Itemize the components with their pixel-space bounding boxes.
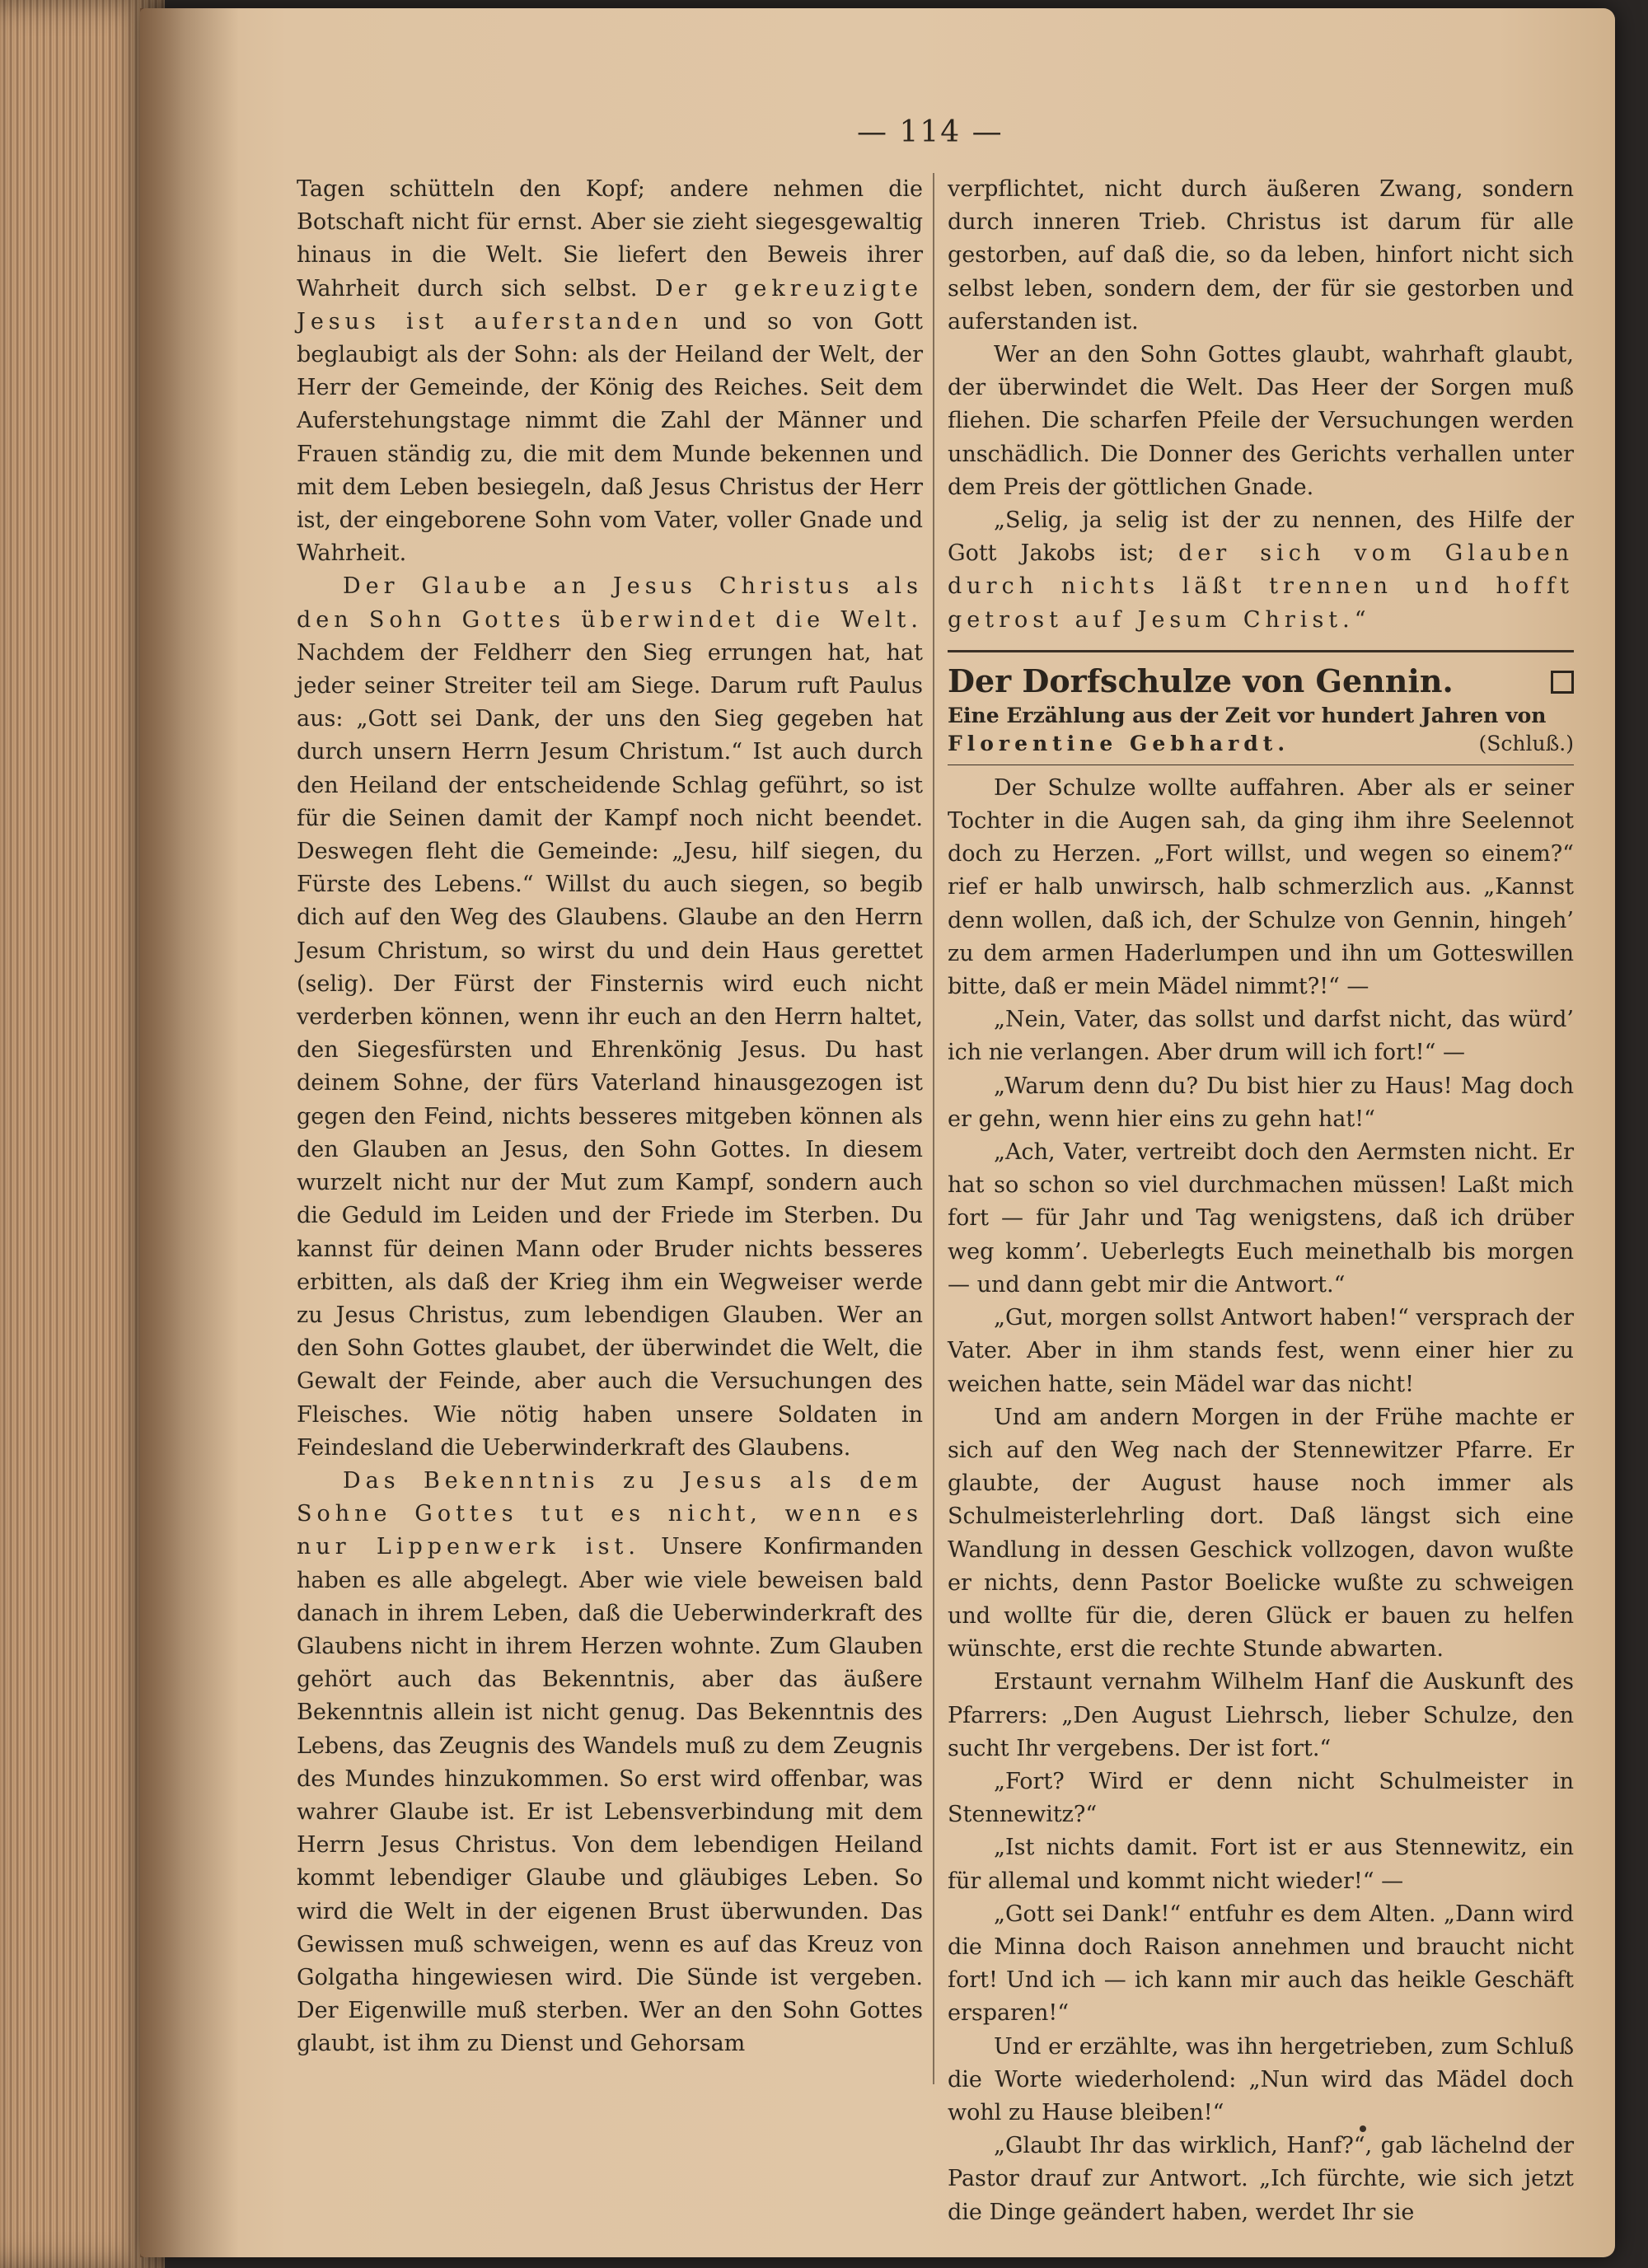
paragraph: „Selig, ja selig ist der zu nennen, des Hilfe der Gott Jakobs ist; der sich vom Glauben durch nichts läßt trennen und hofft getrost auf Jesum Christ.“ <box>948 507 1575 633</box>
emphasis-spaced: Der gekreuzigte Jesus ist auferstanden <box>297 275 923 334</box>
paragraph: Wer an den Sohn Gottes glaubt, wahrhaft glaubt, der überwindet die Welt. Das Heer der Sorgen muß fliehen. Die scharfen Pfeile der Versuchungen werden unschädlich. Die Donner des Gerichts verhallen unter dem Preis der göttlichen Gnade. <box>948 342 1574 500</box>
right-column <box>948 173 1574 2229</box>
article-author: Florentine Gebhardt. <box>948 731 1290 755</box>
ink-speck <box>1360 2125 1366 2132</box>
emphasis-spaced: der sich vom Glauben durch nichts läßt trennen und hofft getrost auf Jesum Christ.“ <box>948 540 1575 633</box>
story-paragraph: „Nein, Vater, das sollst und darfst nicht, das würd’ ich nie verlangen. Aber drum will ich fort!“ — <box>948 1007 1574 1066</box>
paragraph: Das Bekenntnis zu Jesus als dem Sohne Gottes tut es nicht, wenn es nur Lippenwerk ist. Unsere Konfirmanden haben es alle abgelegt. Aber wie viele beweisen bald danach in ihrem Leben, daß die Ueberwinderkraft des Glaubens nicht in ihrem Herzen wohnte. Zum Glauben gehört auch das Bekenntnis, aber das äußere Bekenntnis allein ist nicht genug. Das Bekenntnis des Lebens, das Zeugnis des Wandels muß zu dem Zeugnis des Mundes hinzukommen. So erst wird offenbar, was wahrer Glaube ist. Er ist Lebensverbindung mit dem Herrn Jesus Christus. Von dem lebendigen Heiland kommt lebendiger Glaube und gläubiges Leben. So wird die Welt in der eigenen Brust überwunden. Das Gewissen muß schweigen, wenn es auf das Kreuz von Golgatha hingewiesen wird. Die Sünde ist vergeben. Der Eigenwille muß sterben. Wer an den Sohn Gottes glaubt, ist ihm zu Dienst und Gehorsam <box>297 1467 923 2057</box>
story-paragraph: Und er erzählte, was ihn hergetrieben, zum Schluß die Worte wiederholend: „Nun wird das Mädel doch wohl zu Hause bleiben!“ <box>948 2033 1574 2125</box>
article-subtitle: Eine Erzählung aus der Zeit vor hundert Jahren von <box>948 703 1547 727</box>
article-heading <box>948 650 1574 765</box>
column-divider <box>933 173 934 2084</box>
article-note: (Schluß.) <box>1478 731 1574 755</box>
paragraph: verpflichtet, nicht durch äußeren Zwang, sondern durch inneren Trieb. Christus ist darum für alle gestorben, auf daß die, so da leben, hinfort nicht sich selbst leben, sondern dem, der für sie gestorben und auferstanden ist. <box>948 176 1574 334</box>
story-paragraph: Und am andern Morgen in der Frühe machte er sich auf den Weg nach der Stennewitzer Pfarre. Er glaubte, der August hause noch immer als Schulmeisterlehrling dort. Daß längst sich eine Wandlung in dessen Geschick vollzogen, davon wußte er nichts, denn Pastor Boelicke wußte zu schweigen und wollte für die, deren Glück er bauen zu helfen wünschte, erst die rechte Stunde abwarten. <box>948 1404 1574 1662</box>
left-column <box>297 173 923 2061</box>
emphasis-spaced: Das Bekenntnis zu Jesus als dem Sohne Gottes tut es nicht, wenn es nur Lippenwerk ist. <box>297 1467 923 1560</box>
story-paragraph: Der Schulze wollte auffahren. Aber als er seiner Tochter in die Augen sah, da ging ihm ihre Seelennot doch zu Herzen. „Fort willst, und wegen so einem?“ rief er halb unwirsch, halb schmerzlich aus. „Kannst denn wollen, daß ich, der Schulze von Gennin, hingeh’ zu dem armen Haderlumpen und ihn um Gotteswillen bitte, daß er mein Mädel nimmt?!“ — <box>948 774 1574 1000</box>
story-paragraph: „Ach, Vater, vertreibt doch den Aermsten nicht. Er hat so schon so viel durchmachen müssen! Laßt mich fort — für Jahr und Tag wenigstens, daß ich drüber weg komm’. Ueberlegts Euch meinethalb bis morgen — und dann gebt mir die Antwort.“ <box>948 1139 1574 1298</box>
story-paragraph: „Glaubt Ihr das wirklich, Hanf?“, gab lächelnd der Pastor drauf zur Antwort. „Ich fürchte, wie sich jetzt die Dinge geändert haben, werdet Ihr sie <box>948 2133 1574 2225</box>
emphasis-spaced: Der Glaube an Jesus Christus als den Sohn Gottes überwindet die Welt. <box>297 573 923 633</box>
page-number: — 114 — <box>857 115 1004 149</box>
article-title: Der Dorfschulze von Gennin. <box>948 662 1454 699</box>
story-paragraph: „Ist nichts damit. Fort ist er aus Stennewitz, ein für allemal und kommt nicht wieder!“ — <box>948 1835 1574 1894</box>
byline-row <box>948 730 1574 758</box>
story-paragraph: „Gott sei Dank!“ entfuhr es dem Alten. „Dann wird die Minna doch Raison annehmen und braucht nicht fort! Und ich — ich kann mir auch das heikle Geschäft ersparen!“ <box>948 1901 1574 2027</box>
square-icon <box>1551 671 1574 694</box>
story-paragraph: Erstaunt vernahm Wilhelm Hanf die Auskunft des Pfarrers: „Den August Liehrsch, lieber Schulze, den sucht Ihr vergebens. Der ist fort.“ <box>948 1669 1574 1761</box>
story-paragraph: „Fort? Wird er denn nicht Schulmeister in Stennewitz?“ <box>948 1768 1574 1828</box>
story-paragraph: „Gut, morgen sollst Antwort haben!“ versprach der Vater. Aber in ihm stands fest, wenn einer hier zu weichen hatte, sein Mädel war das nicht! <box>948 1305 1574 1397</box>
paragraph: Tagen schütteln den Kopf; andere nehmen die Botschaft nicht für ernst. Aber sie zieht siegesgewaltig hinaus in die Welt. Sie liefert den Beweis ihrer Wahrheit durch sich selbst. Der gekreuzigte Jesus ist auferstanden und so von Gott beglaubigt als der Sohn: als der Heiland der Welt, der Herr der Gemeinde, der König des Reiches. Seit dem Auferstehungstage nimmt die Zahl der Männer und Frauen ständig zu, die mit dem Munde bekennen und mit dem Leben besiegeln, daß Jesus Christus der Herr ist, der eingeborene Sohn vom Vater, voller Gnade und Wahrheit. <box>297 176 923 567</box>
paragraph: Der Glaube an Jesus Christus als den Sohn Gottes überwindet die Welt. Nachdem der Feldherr den Sieg errungen hat, hat jeder seiner Streiter teil am Siege. Darum ruft Paulus aus: „Gott sei Dank, der uns den Sieg gegeben hat durch unsern Herrn Jesum Christum.“ Ist auch durch den Heiland der entscheidende Schlag geführt, so ist für die Seinen damit der Kampf noch nicht beendet. Deswegen fleht die Gemeinde: „Jesu, hilf siegen, du Fürste des Lebens.“ Willst du auch siegen, so begib dich auf den Weg des Glaubens. Glaube an den Herrn Jesum Christum, so wirst du und dein Haus gerettet (selig). Der Fürst der Finsternis wird euch nicht verderben können, wenn ihr euch an den Herrn haltet, den Siegesfürsten und Ehrenkönig Jesus. Du hast deinem Sohne, der fürs Vaterland hinausgezogen ist gegen den Feind, nichts besseres mitgeben können als den Glauben an Jesus, den Sohn Gottes. In diesem wurzelt nicht nur der Mut zum Kampf, sondern auch die Geduld im Leiden und der Friede im Sterben. Du kannst für deinen Mann oder Bruder nichts besseres erbitten, als daß der Krieg ihm ein Wegweiser werde zu Jesus Christus, zum lebendigen Glauben. Wer an den Sohn Gottes glaubet, der überwindet die Welt, die Gewalt der Feinde, aber auch die Versuchungen des Fleisches. Wie nötig haben unsere Soldaten in Feindesland die Ueberwinderkraft des Glaubens. <box>297 573 923 1461</box>
article-title-row <box>948 661 1574 702</box>
story-paragraph: „Warum denn du? Du bist hier zu Haus! Mag doch er gehn, wenn hier eins zu gehn hat!“ <box>948 1073 1574 1132</box>
